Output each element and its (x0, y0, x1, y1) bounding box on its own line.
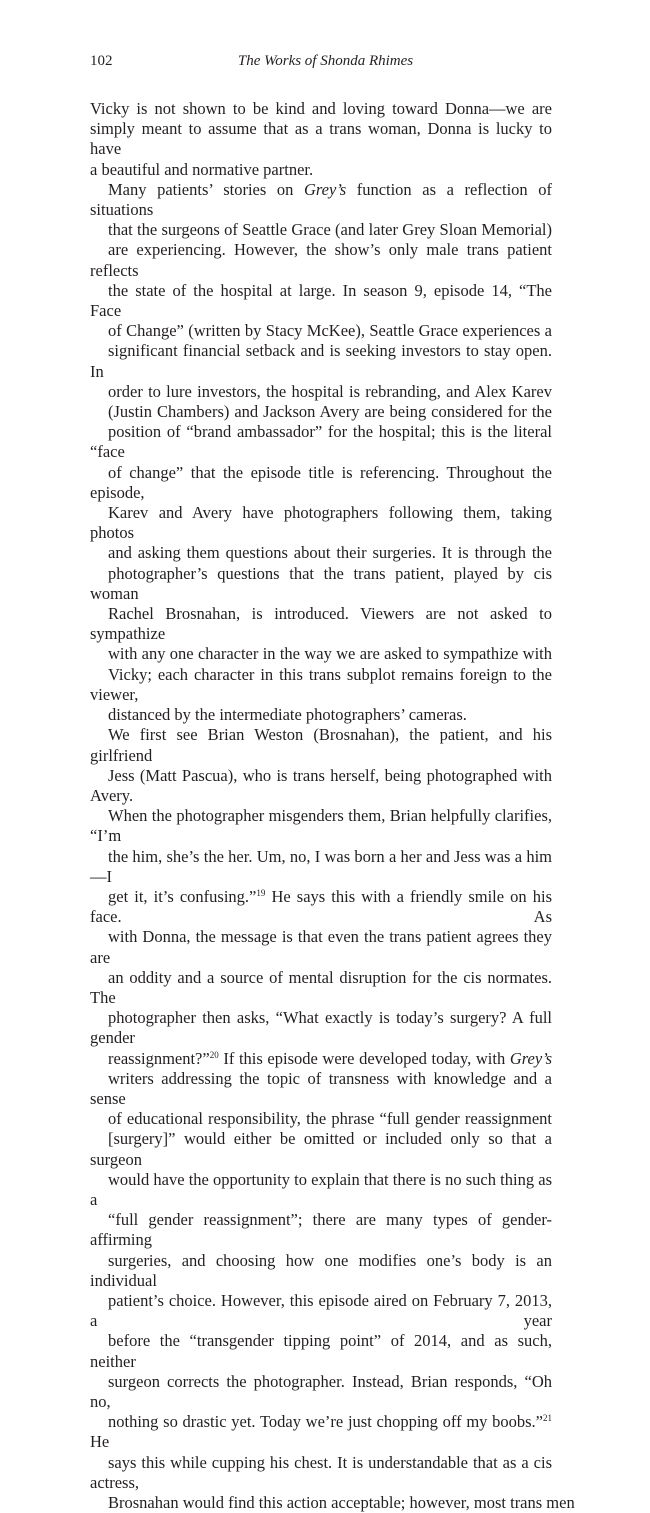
text-run: would have the opportunity to explain that there is no such thing as a (90, 1169, 552, 1209)
text-line (90, 1129, 552, 1169)
text-run: of educational responsibility, the phrase “full gender reassignment (108, 1109, 552, 1129)
text-run: photographer’s questions that the trans patient, played by cis woman (90, 563, 552, 603)
text-run: Karev and Avery have photographers following them, taking photos (90, 503, 552, 543)
text-run: of change” that the episode title is referencing. Throughout the episode, (90, 462, 552, 502)
text-line (90, 119, 552, 159)
text-run: says this while cupping his chest. It is understandable that as a cis actress, (90, 1452, 552, 1492)
italic-text: Grey’s (303, 179, 347, 199)
text-run: a beautiful and normative partner. (90, 159, 314, 179)
text-run: with Donna, the message is that even the trans patient agrees they are (90, 927, 552, 967)
text-run: nothing so drastic yet. Today we’re just chopping off my boobs.” (108, 1412, 543, 1432)
text-run: position of “brand ambassador” for the hospital; this is the literal “face (90, 422, 552, 462)
text-line (90, 968, 552, 1008)
footnote-ref: 19 (256, 887, 266, 898)
text-line (90, 180, 552, 220)
footnote-ref: 20 (209, 1049, 219, 1060)
text-run: He says this with a friendly smile on his face. As (90, 886, 552, 927)
text-line (90, 1291, 552, 1331)
text-line (90, 705, 552, 725)
text-line (90, 281, 552, 321)
body-text (90, 99, 575, 1513)
text-line (90, 503, 552, 543)
text-line (90, 1008, 552, 1048)
text-run: distanced by the intermediate photographers’ cameras. (108, 705, 467, 725)
text-run: and asking them questions about their surgeries. It is through the (108, 543, 552, 563)
text-run: simply meant to assume that as a trans woman, Donna is lucky to have (90, 119, 552, 159)
text-line (90, 1251, 552, 1291)
italic-text: Grey’s (509, 1048, 552, 1068)
text-run: Jess (Matt Pascua), who is trans herself, being photographed with Avery. (90, 765, 552, 805)
text-run: If this episode were developed today, with (218, 1048, 510, 1068)
text-run: before the “transgender tipping point” of 2014, and as such, neither (90, 1331, 552, 1371)
text-run: writers addressing the topic of transness with knowledge and a sense (90, 1068, 552, 1108)
text-run: Many patients’ stories on (108, 179, 304, 199)
text-line (90, 160, 552, 180)
text-line (90, 1069, 552, 1109)
text-line (90, 1331, 552, 1371)
text-line (90, 1170, 552, 1210)
text-run: an oddity and a source of mental disruption for the cis normates. The (90, 967, 552, 1007)
text-run: reassignment?” (108, 1048, 210, 1068)
page-number: 102 (90, 53, 113, 69)
text-run: of Change” (written by Stacy McKee), Seattle Grace experiences a (108, 321, 552, 341)
text-run: with any one character in the way we are asked to sympathize with (108, 644, 552, 664)
text-run: that the surgeons of Seattle Grace (and later Grey Sloan Memorial) (108, 220, 552, 240)
text-line (90, 766, 552, 806)
text-line (90, 604, 552, 644)
running-title: The Works of Shonda Rhimes (237, 53, 414, 69)
text-line (90, 1453, 552, 1493)
text-line (90, 887, 552, 927)
running-head (90, 51, 561, 71)
text-line (90, 806, 552, 846)
text-line (90, 1210, 552, 1250)
text-run: Rachel Brosnahan, is introduced. Viewers are not asked to sympathize (90, 604, 552, 644)
text-line (90, 463, 552, 503)
body-paragraph (90, 99, 552, 180)
text-line (90, 927, 552, 967)
text-line (90, 644, 552, 664)
text-line (90, 1493, 575, 1513)
text-line (90, 321, 552, 341)
text-run: We first see Brian Weston (Brosnahan), the patient, and his girlfriend (90, 725, 552, 765)
text-run: surgeries, and choosing how one modifies one’s body is an individual (90, 1250, 552, 1290)
text-run: significant financial setback and is seeking investors to stay open. In (90, 341, 552, 381)
text-line (90, 847, 552, 887)
text-run: get it, it’s confusing.” (108, 886, 257, 906)
text-run: [surgery]” would either be omitted or included only so that a surgeon (90, 1129, 552, 1169)
text-line (90, 220, 552, 240)
text-line (90, 665, 552, 705)
text-run: patient’s choice. However, this episode aired on February 7, 2013, a year (90, 1290, 552, 1331)
text-run: He (90, 1432, 110, 1452)
text-line (90, 1372, 552, 1412)
text-run: surgeon corrects the photographer. Instead, Brian responds, “Oh no, (90, 1371, 552, 1411)
text-line (90, 1412, 552, 1452)
text-run: “full gender reassignment”; there are many types of gender-affirming (90, 1210, 552, 1250)
text-run: the state of the hospital at large. In season 9, episode 14, “The Face (90, 280, 552, 321)
text-line (90, 1049, 552, 1069)
text-line (90, 1109, 552, 1129)
text-run: order to lure investors, the hospital is rebranding, and Alex Karev (108, 381, 552, 401)
text-line (90, 99, 552, 119)
text-line (90, 725, 552, 765)
text-run: Vicky is not shown to be kind and loving toward Donna—we are (90, 99, 552, 118)
text-run: Vicky; each character in this trans subplot remains foreign to the viewer, (90, 664, 552, 704)
text-run: function as a reflection of situations (90, 179, 552, 220)
text-run: the him, she’s the her. Um, no, I was born a her and Jess was a him—I (90, 846, 552, 886)
footnote-ref: 21 (543, 1413, 552, 1424)
text-line (90, 422, 552, 462)
text-line (90, 564, 552, 604)
text-run: Brosnahan would find this action acceptable; however, most trans men (108, 1493, 575, 1513)
text-line (90, 402, 552, 422)
body-paragraph (90, 725, 575, 1513)
body-paragraph (90, 180, 552, 725)
text-line (90, 341, 552, 381)
text-line (90, 240, 552, 280)
text-line (90, 543, 552, 563)
text-run: (Justin Chambers) and Jackson Avery are being considered for the (108, 402, 552, 422)
text-line (90, 382, 552, 402)
text-run: are experiencing. However, the show’s only male trans patient reflects (90, 240, 552, 280)
text-run: When the photographer misgenders them, Brian helpfully clarifies, “I’m (90, 806, 552, 846)
text-run: photographer then asks, “What exactly is today’s surgery? A full gender (90, 1008, 552, 1048)
